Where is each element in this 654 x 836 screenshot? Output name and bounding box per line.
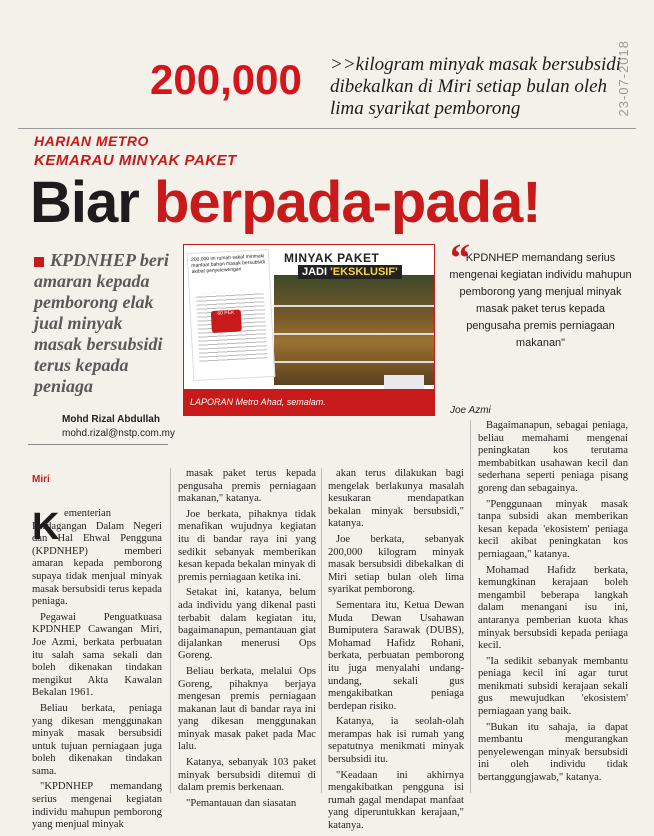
quote-mark-icon: “ [450, 235, 470, 280]
publication-name: HARIAN METRO [34, 133, 149, 149]
paragraph: "Keadaan ini akhirnya mengakibatkan pengguna isi rumah gagal mendapat manfaat yang diperuntukkan kerajaan," katanya. [328, 769, 464, 832]
dateline-place: Miri [32, 474, 50, 485]
paragraph: Beliau berkata, melalui Ops Goreng, pihaknya berjaya mengesan premis perniagaan makanan laut di bandar raya ini yang dikesan menggunakan minyak masak paket pada Mac lalu. [178, 665, 316, 753]
paragraph: Beliau berkata, peniaga yang dikesan menggunakan minyak masak bersubsidi untuk tujuan perniagaan juga boleh dikenakan tindakan sama. [32, 702, 162, 777]
byline-name: Mohd Rizal Abdullah [62, 414, 160, 425]
pull-quote-author: Joe Azmi [450, 405, 491, 416]
paragraph: "KPDNHEP memandang serius mengenai kegiatan individu mahupun pemborong yang menjual minyak [32, 781, 162, 831]
paragraph: Katanya, ia seolah-olah merampas hak isi rumah yang sepatutnya menikmati minyak bersubsidi itu. [328, 716, 464, 766]
paragraph: "Ia sedikit sebanyak membantu peniaga kecil ini agar turut menikmati subsidi kerajaan sekali gus mewujudkan 'ekosistem' perniagaan yang baik. [478, 655, 628, 718]
paragraph: "Pemantauan dan siasatan [186, 797, 297, 809]
kicker: KEMARAU MINYAK PAKET [34, 152, 237, 169]
article-column-1 [32, 508, 162, 835]
article-column-4 [478, 420, 628, 788]
paragraph: Joe berkata, sebanyak 200,000 kilogram minyak masak bersubsidi dibekalkan di Miri setiap bulan oleh lima syarikat pemborong. [328, 533, 464, 596]
paragraph: "Bukan itu sahaja, ia dapat membantu mengurangkan penyelewengan minyak bersubsidi ini oleh individu tidak bertanggungjawab," katanya. [478, 721, 628, 784]
paragraph: Setakat ini, katanya, belum ada individu yang dikenal pasti terbabit dalam kegiatan itu, bagaimanapun, pemantauan giat dijalankan menerusi Ops Goreng. [178, 587, 316, 662]
photo-title: MINYAK PAKET [284, 251, 380, 265]
paragraph: Mohamad Hafidz berkata, kemungkinan kerajaan boleh mengambil beberapa langkah dalam menangani isu ini, antaranya pemberian kuota khas minyak bersubsidi kepada peniaga kecil. [478, 564, 628, 652]
byline-email: mohd.rizal@nstp.com.my [62, 428, 175, 439]
headline-number: 200,000 [150, 56, 302, 103]
photo-subtitle-word: 'EKSKLUSIF' [330, 266, 398, 278]
paragraph: Joe berkata, pihaknya tidak menafikan wujudnya kegiatan itu di bandar raya ini yang sedikit sebanyak memberikan kesan kepada bekalan minyak di premis perniagaan ketika ini. [178, 508, 316, 583]
paragraph: akan terus dilakukan bagi mengelak berlakunya masalah kesukaran mendapatkan bekalan minyak bersubsidi," katanya. [328, 468, 464, 530]
newspaper-clipping [187, 249, 276, 381]
divider [18, 128, 636, 129]
photo-caption: LAPORAN Metro Ahad, semalam. [184, 389, 434, 415]
column-divider [321, 468, 322, 793]
photo-subtitle [298, 265, 402, 279]
supermarket-shelf-image [274, 275, 434, 385]
date-stamp: 23-07-2018 [616, 40, 631, 117]
pull-quote: KPDNHEP memandang serius mengenai kegiatan individu mahupun pemborong yang menjual minyak masak paket terus kepada pengusaha premis perniagaan makanan" [449, 252, 632, 349]
headline-number-description: >>kilogram minyak masak bersubsidi dibekalkan di Miri setiap bulan oleh lima syarikat pemborong [330, 54, 622, 119]
article-column-2 [178, 468, 316, 813]
headline-part-1: Biar [30, 170, 154, 235]
clipping-stamp: 60 PEK [211, 309, 242, 333]
paragraph: ementerian Perdagangan Dalam Negeri dan Hal Ehwal Pengguna (KPDNHEP) memberi amaran kepada pemborong supaya tidak menjual minyak masak bersubsidi terus kepada peniaga. [32, 508, 162, 608]
column-divider [470, 420, 471, 793]
paragraph: Bagaimanapun, sebagai peniaga, beliau memahami mengenai peningkatan kos terutama membabitkan usahawan kecil dan sederhana seperti peniaga pisang goreng dan sebagainya. [478, 420, 628, 494]
bullet-square-icon [34, 257, 44, 267]
article-photo [183, 244, 435, 416]
headline-part-2: berpada-pada! [153, 170, 541, 235]
divider [28, 444, 168, 445]
summary-text: KPDNHEP beri amaran kepada pemborong elak jual minyak masak bersubsidi terus kepada peniaga [34, 250, 169, 396]
column-divider [170, 468, 171, 793]
photo-subtitle-jadi: JADI [302, 266, 328, 278]
paragraph: Sementara itu, Ketua Dewan Muda Dewan Usahawan Bumiputera Sarawak (DUBS), Mohamad Hafidz Rohani, berkata, perbuatan pemborong itu juga menyalahi undang-undang, sekali gus mengakibatkan peniaga berdepan risiko. [328, 599, 464, 712]
headline [30, 168, 541, 238]
drop-cap: K [32, 506, 60, 548]
summary-box [34, 250, 174, 397]
paragraph: Katanya, sebanyak 103 paket minyak bersubsidi ditemui di dalam premis berkenaan. [178, 757, 316, 794]
paragraph: Pegawai Penguatkuasa KPDNHEP Cawangan Miri, Joe Azmi, berkata perbuatan itu salah sama sekali dan boleh dikenakan tindakan mengikut Akta Kawalan Bekalan 1961. [32, 611, 162, 699]
paragraph: masak paket terus kepada pengusaha premis perniagaan makanan," katanya. [178, 468, 316, 505]
paragraph: "Penggunaan minyak masak tanpa subsidi akan memberikan kesan kepada 'ekosistem' peniaga kecil akibat peningkatan kos perniagaan," katanya. [478, 498, 628, 560]
clipping-caption: 200,000 ini rumah sakat minmaki manfaat bahan masak bersubsidi akibat penyelewengan [190, 253, 266, 275]
article-column-3 [328, 468, 464, 836]
